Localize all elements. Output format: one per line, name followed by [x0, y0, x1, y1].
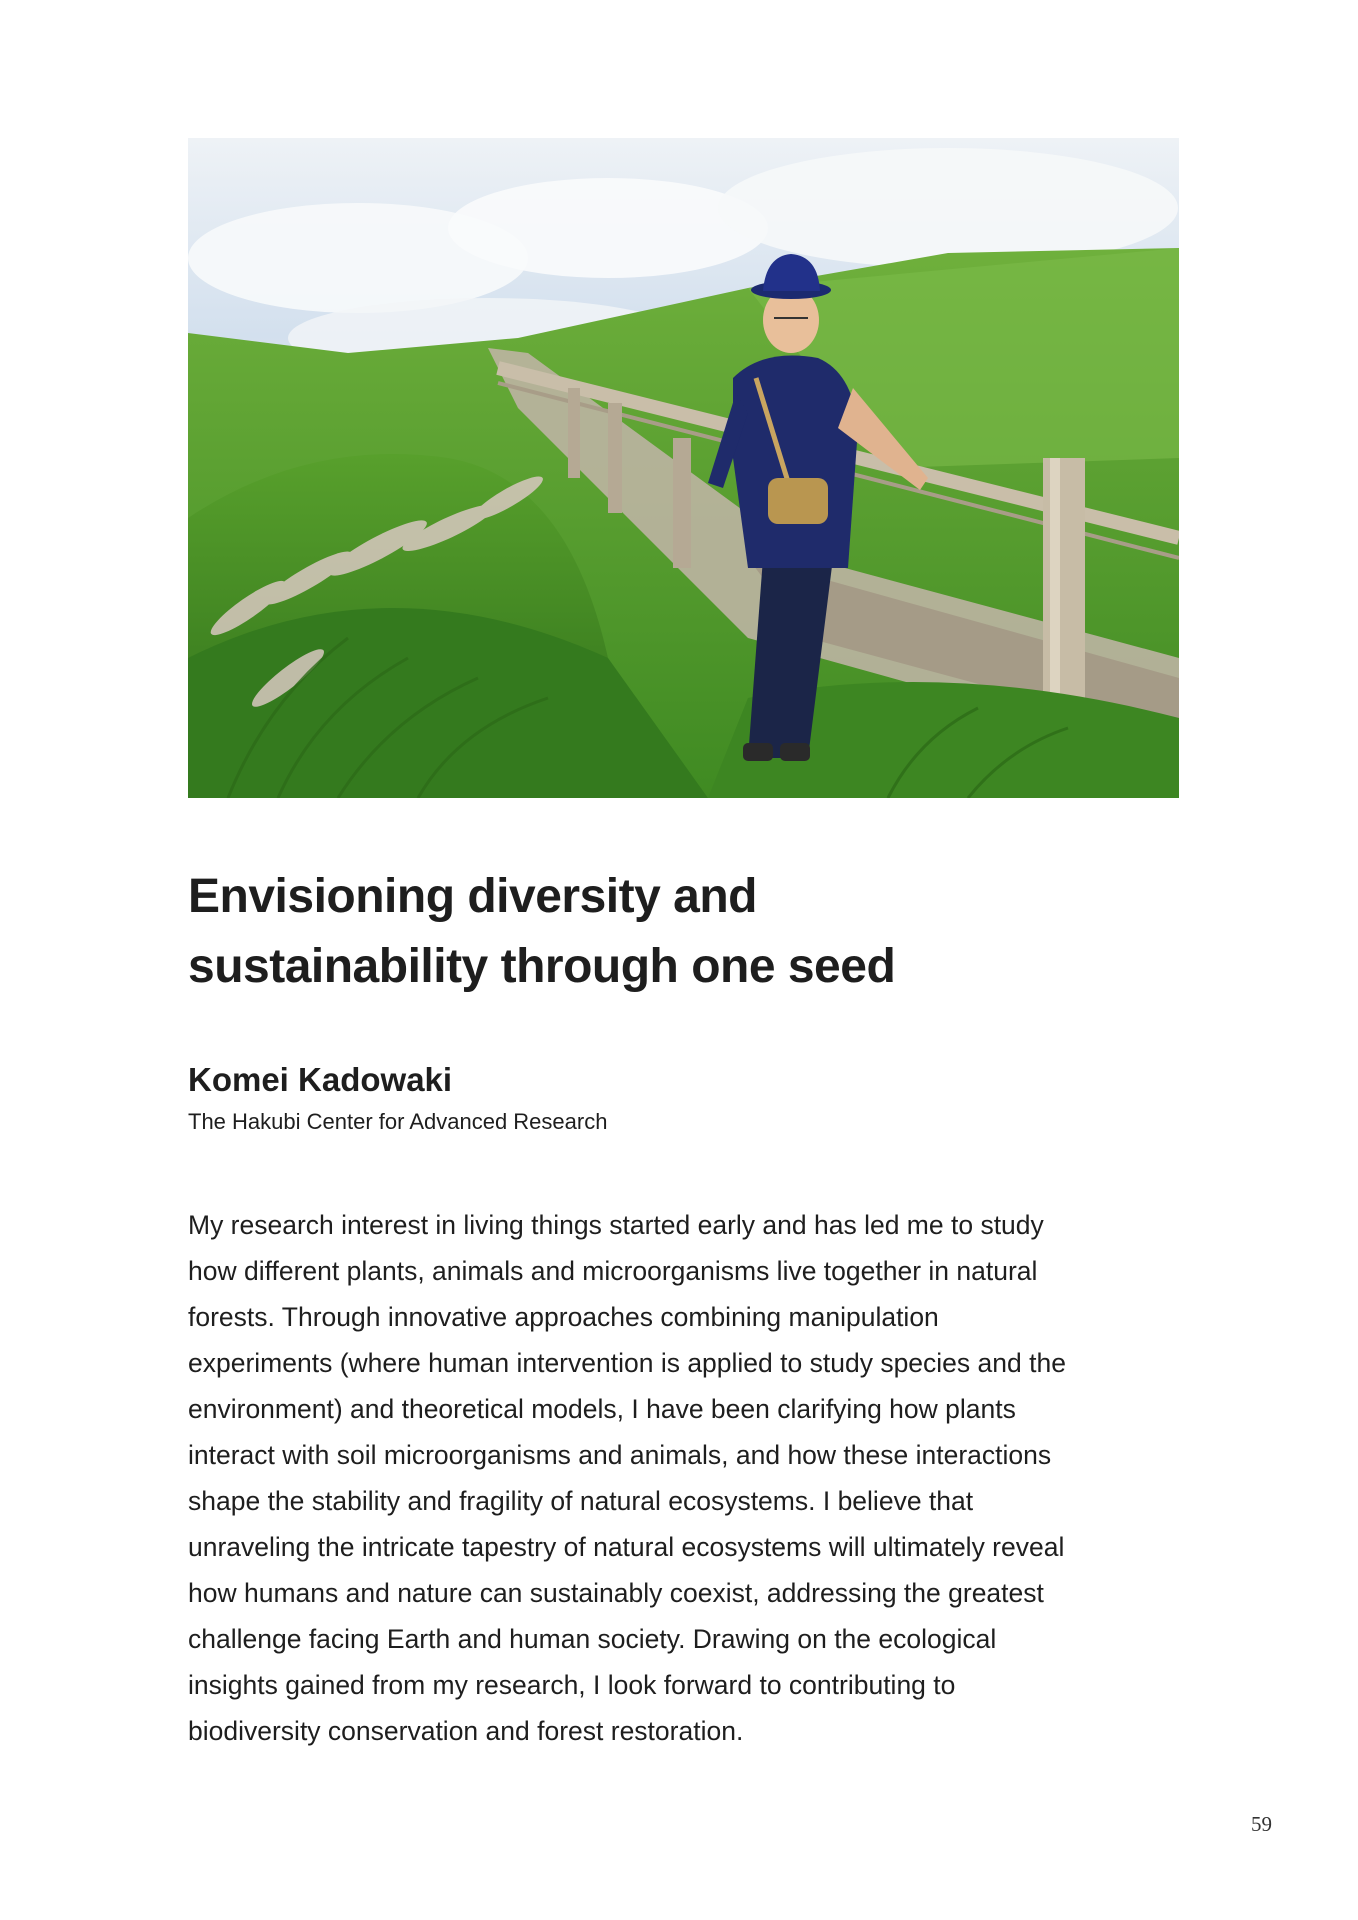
portrait-photo-icon: [188, 138, 1179, 798]
body-line: shape the stability and fragility of natural ecosystems. I believe that: [188, 1486, 974, 1516]
body-line: biodiversity conservation and forest restoration.: [188, 1716, 744, 1746]
body-line: how different plants, animals and microorganisms live together in natural: [188, 1256, 1038, 1286]
title-line: Envisioning diversity and: [188, 870, 757, 923]
author-name: Komei Kadowaki: [188, 1061, 453, 1098]
body-line: insights gained from my research, I look forward to contributing to: [188, 1670, 956, 1700]
article-title: [188, 862, 1168, 1002]
body-line: experiments (where human intervention is applied to study species and the: [188, 1348, 1066, 1378]
body-line: how humans and nature can sustainably coexist, addressing the greatest: [188, 1578, 1044, 1608]
body-line: environment) and theoretical models, I have been clarifying how plants: [188, 1394, 1016, 1424]
portrait-photo: [188, 138, 1179, 798]
body-line: My research interest in living things started early and has led me to study: [188, 1210, 1044, 1240]
article-body: [188, 1202, 1188, 1754]
title-line: sustainability through one seed: [188, 940, 896, 993]
body-line: unraveling the intricate tapestry of natural ecosystems will ultimately reveal: [188, 1532, 1065, 1562]
author-affiliation: The Hakubi Center for Advanced Research: [188, 1109, 608, 1134]
body-line: challenge facing Earth and human society. Drawing on the ecological: [188, 1624, 997, 1654]
body-line: interact with soil microorganisms and animals, and how these interactions: [188, 1440, 1052, 1470]
body-line: forests. Through innovative approaches combining manipulation: [188, 1302, 939, 1332]
page-number: 59: [1251, 1812, 1272, 1836]
